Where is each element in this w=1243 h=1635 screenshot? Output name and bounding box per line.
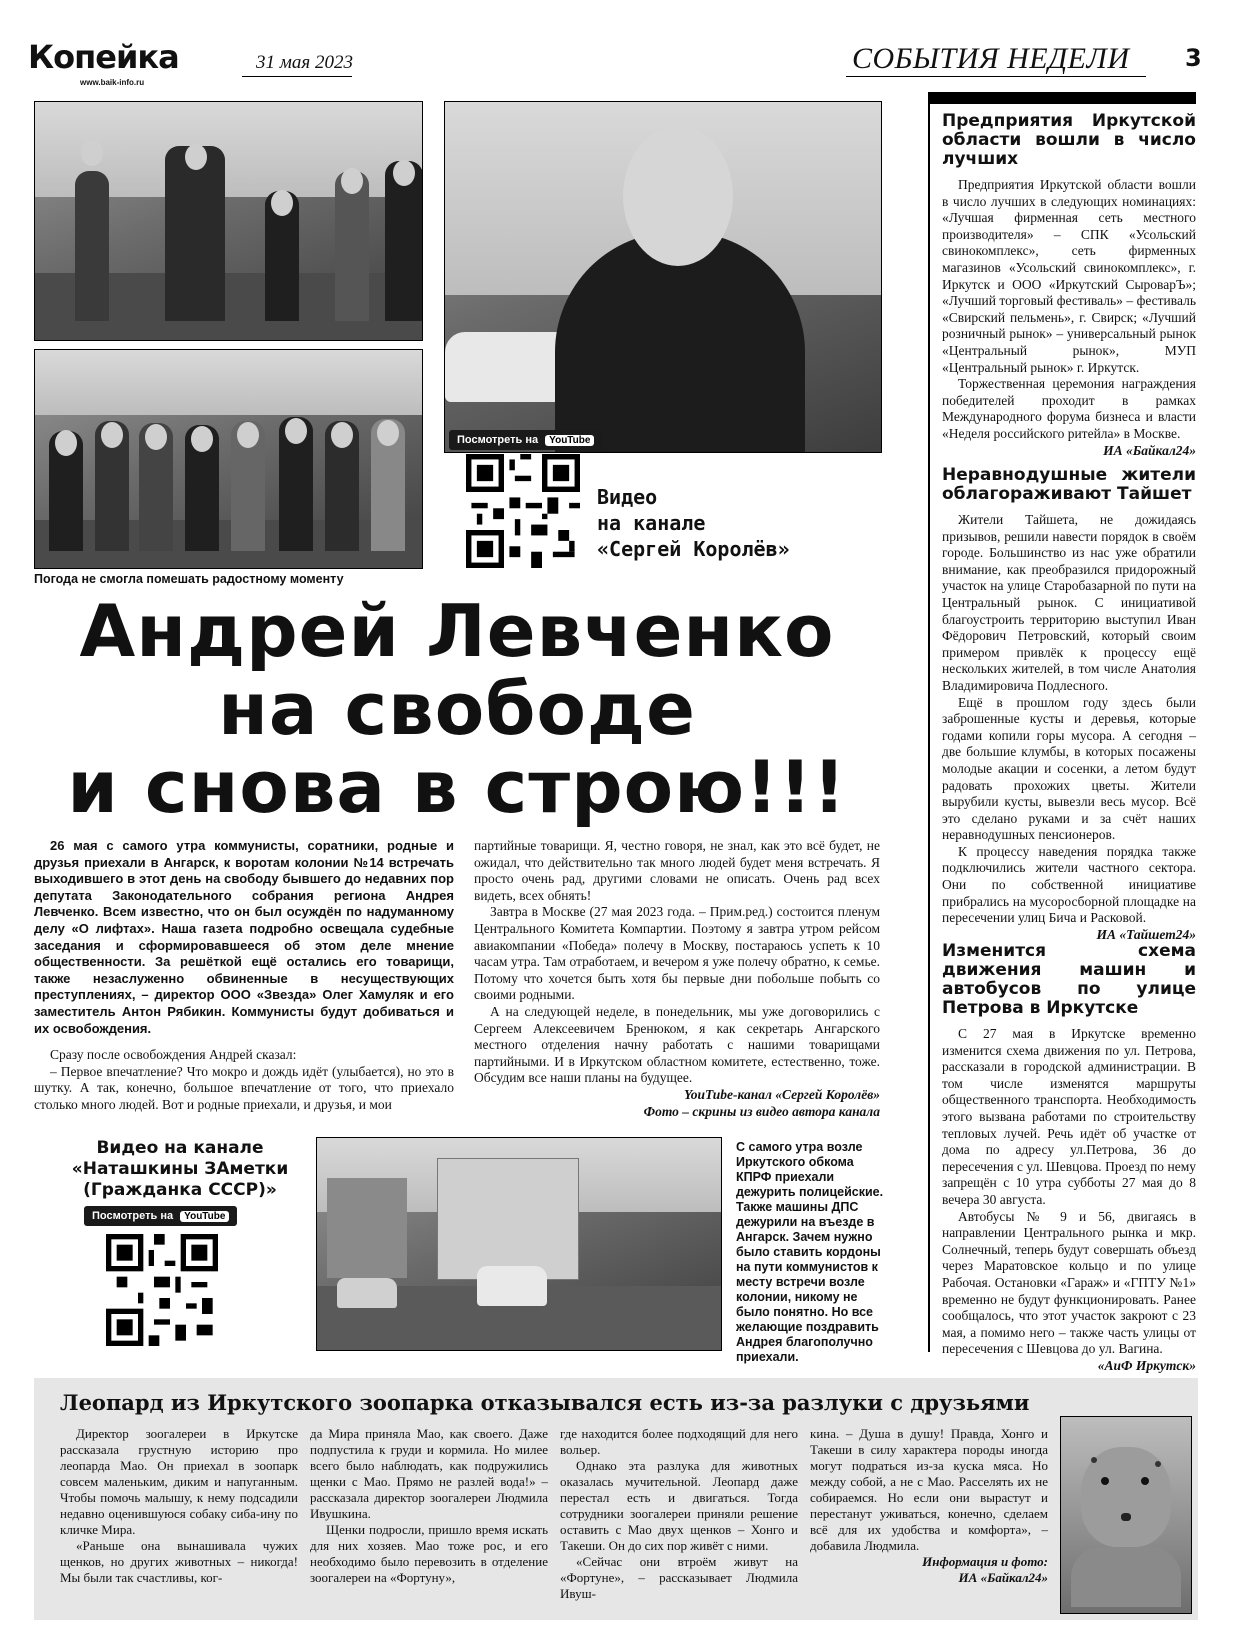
video-label-2-line1: Видео на канале — [96, 1138, 264, 1158]
sidebar-paragraph: Предприятия Иркутской области вошли в число лучших в следующих номинациях: «Лучшая фирменная сеть местного производителя» – СПК «Усольский свинокомплекс», сеть фирменных магазинов «Усольский свинокомплекс», г. Иркутск и ООО «Иркутский СыроварЪ»; «Лучший торговый фестиваль» – фестиваль «Свирский пельмень», г. Свирск; «Лучший розничный рынок» – универсальный рынок «Центральный рынок», МУП «Центральный рынок» г. Иркутск. — [942, 177, 1196, 375]
youtube-badge-label: Посмотреть на — [457, 434, 539, 446]
sidebar-paragraph: Автобусы № 9 и 56, двигаясь в направлении Центрального рынка и мкр. Солнечный, теперь будут совершать объезд через Маратовское кольцо и по улице Рабочая. Остановки «Гараж» и «ГПТУ №1» временно не будут функционировать. Ранее сообщалось, что этот участок закроют с 23 мая, а помимо него – также часть улицы от пересечения с Шевцова до ул. Вагина. — [942, 1208, 1196, 1357]
sidebar-paragraph: Жители Тайшета, не дожидаясь призывов, решили навести порядок в своём городе. Большинство из нас уже обратили внимание, как преобразился придорожный участок на улице Старобазарной по пути на Центральный рынок. С инициативой благоустроить территорию выступил Иван Фёдорович Петровский, который своим примером привлёк к процессу ещё нескольких жителей, в том числе Анатолия Владимировича Подлесного. — [942, 512, 1196, 693]
article-column-2 — [474, 838, 880, 1120]
youtube-badge-2[interactable] — [84, 1206, 237, 1226]
article-paragraph: – Первое впечатление? Что мокро и дождь идёт (улыбается), но это в шутку. А так, конечно, большое впечатление от того, что приехало столько много людей. Вот и родные приехали, и друзья, и мои — [34, 1063, 454, 1112]
qr-code-2-icon[interactable] — [106, 1234, 218, 1346]
sidebar-paragraph: Ещё в прошлом году здесь были заброшенные кусты и деревья, которые годами копили горы мусора. А сегодня – две большие клумбы, в которых посажены молодые акации и сосенки, а летом будут радовать прохожих цветы. Жители вырубили кусты, вывезли весь мусор. Всё это сделано руками и за счёт наших неравнодушных пенсионеров. — [942, 694, 1196, 843]
youtube-badge-label: Посмотреть на — [92, 1210, 174, 1222]
bottom-source: Информация и фото: — [922, 1554, 1048, 1569]
bottom-column-2 — [310, 1426, 548, 1586]
sidebar-article-2-title: Неравнодушные жители облагораживают Тайшет — [942, 465, 1196, 504]
bottom-paragraph: Директор зоогалереи в Иркутске рассказала грустную историю про леопарда Мао. Он приехал в зоопарк совсем маленьким, диким и напуганным. Чтобы помочь малышу, к нему подсадили недавно оценившуюся собаку сиба-ину по кличке Мира. — [60, 1426, 298, 1537]
masthead — [0, 0, 1243, 96]
masthead-underline-right — [846, 76, 1146, 77]
sidebar-article-2 — [942, 466, 1196, 943]
headline-line1: Андрей Левченко — [79, 589, 835, 673]
article-credit: Фото – скрины из видео автора канала — [643, 1103, 880, 1119]
video-label-1-line2: на канале — [597, 511, 706, 535]
bottom-paragraph: где находится более подходящий для него вольер. — [560, 1426, 798, 1457]
video-label-2-line2: «Наташкины ЗАметки — [71, 1159, 289, 1179]
sidebar-article-1 — [942, 112, 1196, 459]
article-paragraph: партийные товарищи. Я, честно говоря, не знал, как это всё будет, не ожидал, что действительно так много людей будет меня встречать. Я просто очень рад, другими словами не описать. Очень рад всех видеть, всех обнять! — [474, 838, 880, 903]
sidebar-source: ИА «Байкал24» — [1103, 442, 1196, 458]
photo2-caption: С самого утра возле Иркутского обкома КПРФ приехали дежурить полицейские. Также машины ДПС дежурили на въезде в Ангарск. Зачем нужно было ставить кордоны на пути коммунистов к месту встречи возле колонии, никому не было понятно. Но все желающие поздравить Андрея благополучно приехали. — [736, 1140, 884, 1364]
page-number: 3 — [1185, 44, 1202, 72]
bottom-paragraph: «Раньше она вынашивала чужих щенков, но других животных – никогда! Мы были так счастливы, ког- — [60, 1538, 298, 1585]
bottom-column-1 — [60, 1426, 298, 1586]
newspaper-logo: Копейка — [28, 38, 179, 76]
masthead-underline-left — [242, 76, 352, 77]
issue-date: 31 мая 2023 — [256, 52, 353, 73]
headline-line2: на свободе — [218, 667, 696, 751]
bottom-column-3 — [560, 1426, 798, 1602]
video-label-1-line1: Видео — [597, 485, 658, 509]
article-lead: 26 мая с самого утра коммунисты, соратники, родные и друзья приехали в Ангарск, к воротам колонии №14 встречать выходившего в этот день на свободу бывшего до недавних пор депутата Законодательного собрания региона Андрея Левченко. Всем известно, что он был осуждён по надуманному делу «О лифтах». Наша газета подробно освещала судебные заседания и сформировавшееся об этом деле мнение общественности. За решёткой ещё остались его товарищи, также незаслуженно обвиненные в несуществующих преступлениях, – директор ООО «Звезда» Олег Хамуляк и его заместитель Антон Рябикин. Коммунисты будут добиваться и их освобождения. — [34, 838, 454, 1036]
qr-code-icon[interactable] — [466, 454, 580, 568]
sidebar-paragraph: Торжественная церемония награждения победителей проходит в рамках Международного форума бизнеса и власти «Неделя российского ритейла» в Москве. — [942, 376, 1196, 441]
bottom-section — [34, 1378, 1198, 1620]
headline-line3: и снова в строю!!! — [67, 745, 847, 829]
bottom-column-4 — [810, 1426, 1048, 1586]
bottom-source: ИА «Байкал24» — [958, 1570, 1048, 1585]
article-paragraph: Сразу после освобождения Андрей сказал: — [50, 1047, 297, 1063]
photo-caption: Погода не смогла помешать радостному моменту — [34, 572, 344, 586]
youtube-logo-icon: YouTube — [545, 435, 594, 446]
video-label-1 — [597, 484, 790, 562]
sidebar-article-1-title: Предприятия Иркутской области вошли в число лучших — [942, 111, 1196, 169]
photo-leopard — [1060, 1416, 1192, 1614]
sidebar-article-3 — [942, 942, 1196, 1374]
photo-hugging-crowd — [34, 101, 423, 341]
sidebar-source: «АиФ Иркутск» — [1097, 1357, 1196, 1373]
sidebar-left-rule — [928, 92, 930, 1352]
bottom-paragraph: «Сейчас они втроём живут на «Фортуне», – рассказывает Людмила Ивуш- — [560, 1554, 798, 1601]
article-column-1 — [34, 838, 454, 1114]
youtube-badge[interactable] — [449, 430, 602, 450]
bottom-paragraph: Щенки подросли, пришло время искать для них хозяев. Мао тоже рос, и его необходимо было перевозить в отделение зоогалереи на «Фортуну», — [310, 1522, 548, 1585]
article-paragraph: Завтра в Москве (27 мая 2023 года. – Прим.ред.) состоится пленум Центрального Комитета Компартии. Поэтому я завтра утром рейсом авиакомпании «Победа» полечу в Москву, постараюсь успеть к 10 часам утра. Там отработаем, и вечером я уже полечу обратно, к семье. Потому что хочется быть хотя бы первые дни побольше побыть со своими родными. — [474, 904, 880, 1003]
sidebar-top-rule — [928, 92, 1196, 104]
youtube-logo-icon: YouTube — [180, 1211, 229, 1222]
sidebar-paragraph: К процессу наведения порядка также подключились жители частного сектора. Они по собственной инициативе прибрались на мусоросборной площадке на пересечении улиц Бича и Расковой. — [942, 843, 1196, 926]
video-label-2-line3: (Гражданка СССР)» — [83, 1180, 277, 1200]
video-label-2 — [34, 1138, 326, 1201]
section-title: СОБЫТИЯ НЕДЕЛИ — [852, 42, 1130, 75]
photo-street — [316, 1137, 722, 1351]
video-label-1-line3: «Сергей Королёв» — [597, 537, 790, 561]
photo-group — [34, 349, 423, 569]
article-paragraph: А на следующей неделе, в понедельник, мы уже договорились с Сергеем Алексеевичем Бренюком, я как секретарь Ангарского местного отделения начну работать с нашими товарищами партийными. И в Иркутском областном комитете, естественно, тоже. Обсудим все наши планы на будущее. — [474, 1003, 880, 1086]
bottom-paragraph: Однако эта разлука для животных оказалась мучительной. Леопард даже перестал есть и двигаться. Тогда сотрудники зоогалереи приняли решение оставить с Мао двух щенков – Хонго и Такеши. Он до сих пор живёт с ними. — [560, 1458, 798, 1553]
sidebar-paragraph: С 27 мая в Иркутске временно изменится схема движения по ул. Петрова, рассказали в городской администрации. В том числе изменятся маршруты общественного транспорта. Необходимость этого вызвана работами по строительству тепловых лучей. Речь идёт об участке от дома по адресу ул.Петрова, 36 до пересечения с ул. Шевцова. Проезд по нему запрещён с 10 утра субботы 27 мая до 8 вечера 30 августа. — [942, 1026, 1196, 1207]
article-credit: YouTube-канал «Сергей Королёв» — [683, 1086, 880, 1102]
bottom-paragraph: кина. – Душа в душу! Правда, Хонго и Такеши в силу характера породы иногда могут подраться из-за куска мяса. Но между собой, а не с Мао. Расселять их не собираемся. Но если они вырастут и перестанут уживаться, конечно, сделаем всё для их удобства и комфорта», – добавила Людмила. — [810, 1426, 1048, 1553]
photo-portrait — [444, 101, 882, 453]
sidebar-source: ИА «Тайшет24» — [1096, 926, 1196, 942]
sidebar-article-3-title: Изменится схема движения машин и автобусов по улице Петрова в Иркутске — [942, 941, 1196, 1018]
site-url: www.baik-info.ru — [80, 78, 145, 87]
bottom-paragraph: да Мира приняла Мао, как своего. Даже подпустила к груди и кормила. Но милее всего было наблюдать, как подружились щенки с Мао. Прямо не разлей вода!» – рассказала директор зоогалереи Людмила Ивушкина. — [310, 1426, 548, 1521]
headline — [34, 589, 880, 829]
bottom-title: Леопард из Иркутского зоопарка отказывался есть из-за разлуки с друзьями — [60, 1390, 1030, 1415]
